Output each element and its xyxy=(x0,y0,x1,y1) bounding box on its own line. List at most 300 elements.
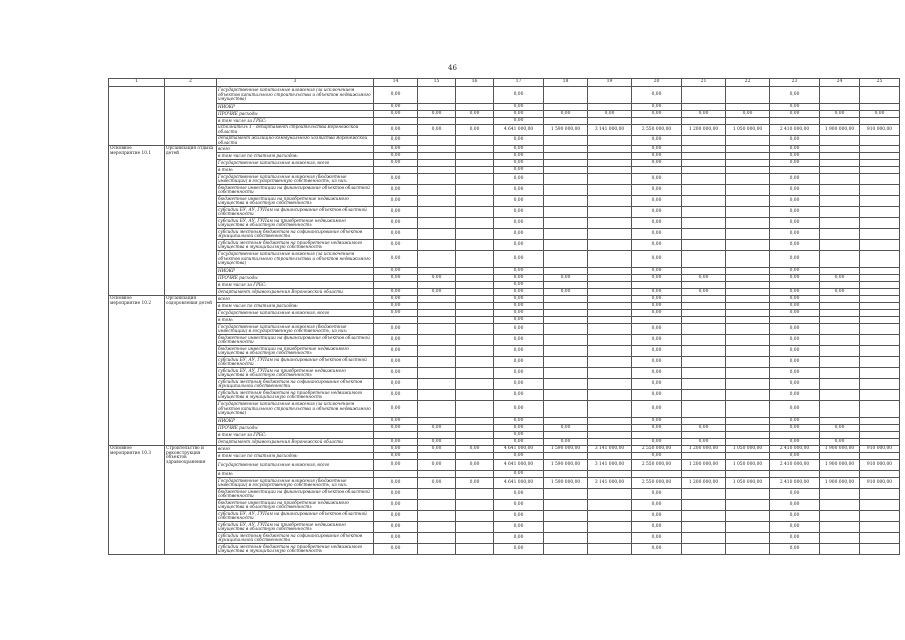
amount-cell xyxy=(418,500,456,511)
amount-cell: 0,00 xyxy=(374,146,418,153)
amount-cell xyxy=(588,118,632,125)
amount-cell: 0,00 xyxy=(820,275,860,282)
amount-cell xyxy=(456,511,494,522)
amount-cell: 0,00 xyxy=(632,136,682,146)
amount-cell xyxy=(544,317,588,324)
activity-name-cell: Основное мероприятие 10.3 xyxy=(109,446,165,555)
activity-name-cell xyxy=(109,87,165,146)
amount-cell xyxy=(544,136,588,146)
table-row xyxy=(109,335,900,346)
amount-cell xyxy=(726,368,770,379)
amount-cell xyxy=(726,471,770,478)
table-row xyxy=(109,511,900,522)
expense-item-cell: субсидии БУ, АУ, ГУПам на финансирование объектов областной собственности xyxy=(217,511,374,522)
amount-cell: 0,00 xyxy=(632,153,682,160)
amount-cell: 0,00 xyxy=(770,240,820,251)
amount-cell xyxy=(418,303,456,310)
amount-cell: 0,00 xyxy=(374,185,418,196)
amount-cell: 0,00 xyxy=(770,425,820,432)
amount-cell: 1 050 000,00 xyxy=(726,446,770,453)
amount-cell: 1 590 000,00 xyxy=(544,478,588,489)
amount-cell: 0,00 xyxy=(770,324,820,335)
expense-item-cell: субсидии местным бюджетам на софинансирование объектов муниципальной собственности xyxy=(217,229,374,240)
amount-cell xyxy=(418,489,456,500)
amount-cell xyxy=(682,533,726,544)
amount-cell xyxy=(588,533,632,544)
header-cell: 3 xyxy=(217,79,374,87)
amount-cell xyxy=(588,489,632,500)
amount-cell: 0,00 xyxy=(682,111,726,118)
amount-cell xyxy=(588,185,632,196)
amount-cell: 4 641 000,00 xyxy=(494,478,544,489)
amount-cell: 0,00 xyxy=(544,439,588,446)
header-cell: 25 xyxy=(860,79,900,87)
amount-cell xyxy=(544,229,588,240)
amount-cell xyxy=(544,167,588,174)
amount-cell: 0,00 xyxy=(770,136,820,146)
amount-cell: 0,00 xyxy=(494,196,544,207)
amount-cell: 0,00 xyxy=(632,104,682,111)
amount-cell: 0,00 xyxy=(374,522,418,533)
amount-cell: 0,00 xyxy=(494,111,544,118)
amount-cell: 0,00 xyxy=(632,439,682,446)
expense-item-cell: субсидии БУ, АУ, ГУПам на приобретение недвижимого имущества в областную собственность xyxy=(217,522,374,533)
amount-cell xyxy=(860,379,900,390)
expense-item-cell: бюджетные инвестиции на финансирование объектов областной собственности xyxy=(217,335,374,346)
amount-cell xyxy=(770,317,820,324)
amount-cell: 0,00 xyxy=(682,425,726,432)
amount-cell: 0,00 xyxy=(632,185,682,196)
table-row xyxy=(109,296,900,303)
amount-cell: 0,00 xyxy=(456,478,494,489)
amount-cell: 0,00 xyxy=(494,379,544,390)
amount-cell xyxy=(770,282,820,289)
amount-cell: 0,00 xyxy=(632,146,682,153)
amount-cell: 0,00 xyxy=(374,357,418,368)
amount-cell xyxy=(418,401,456,418)
amount-cell: 0,00 xyxy=(494,87,544,104)
amount-cell: 0,00 xyxy=(632,303,682,310)
amount-cell xyxy=(588,251,632,268)
amount-cell xyxy=(588,511,632,522)
header-cell: 17 xyxy=(494,79,544,87)
amount-cell xyxy=(544,522,588,533)
page-number: 46 xyxy=(448,64,457,72)
amount-cell: 0,00 xyxy=(494,432,544,439)
amount-cell xyxy=(544,218,588,229)
table-row xyxy=(109,289,900,296)
amount-cell xyxy=(374,432,418,439)
amount-cell: 0,00 xyxy=(494,282,544,289)
expense-item-cell: Государственные капитальные вложения, всего xyxy=(217,160,374,167)
amount-cell xyxy=(726,425,770,432)
table-row xyxy=(109,174,900,185)
expense-item-cell: Государственные капитальные вложения, всего xyxy=(217,460,374,471)
amount-cell xyxy=(820,324,860,335)
amount-cell: 0,00 xyxy=(494,489,544,500)
amount-cell xyxy=(860,87,900,104)
amount-cell xyxy=(418,346,456,357)
amount-cell: 0,00 xyxy=(632,357,682,368)
table-row xyxy=(109,196,900,207)
amount-cell: 0,00 xyxy=(544,289,588,296)
amount-cell xyxy=(544,153,588,160)
amount-cell: 1 900 000,00 xyxy=(820,460,860,471)
amount-cell: 0,00 xyxy=(770,379,820,390)
amount-cell xyxy=(418,418,456,425)
amount-cell: 0,00 xyxy=(682,289,726,296)
amount-cell xyxy=(682,167,726,174)
amount-cell xyxy=(682,251,726,268)
amount-cell xyxy=(860,136,900,146)
amount-cell: 0,00 xyxy=(494,317,544,324)
amount-cell xyxy=(456,390,494,401)
amount-cell xyxy=(544,432,588,439)
amount-cell xyxy=(456,379,494,390)
expense-item-cell: всего xyxy=(217,296,374,303)
amount-cell: 3 141 000,00 xyxy=(588,125,632,136)
amount-cell xyxy=(820,174,860,185)
header-cell: 2 xyxy=(165,79,217,87)
amount-cell: 0,00 xyxy=(374,218,418,229)
amount-cell xyxy=(544,282,588,289)
amount-cell xyxy=(418,511,456,522)
expense-item-cell: в том числе за ГРБС: xyxy=(217,118,374,125)
table-row xyxy=(109,185,900,196)
amount-cell xyxy=(456,471,494,478)
amount-cell: 0,00 xyxy=(374,310,418,317)
expense-item-cell: Государственные капитальные вложения (бюджетные инвестиции) в государственную собственность, из них: xyxy=(217,174,374,185)
table-row xyxy=(109,346,900,357)
amount-cell xyxy=(682,471,726,478)
table-row xyxy=(109,160,900,167)
expense-item-cell: НИОКР xyxy=(217,104,374,111)
amount-cell xyxy=(726,511,770,522)
amount-cell: 4 641 000,00 xyxy=(494,446,544,453)
amount-cell xyxy=(682,185,726,196)
amount-cell xyxy=(588,160,632,167)
amount-cell xyxy=(588,303,632,310)
amount-cell xyxy=(860,167,900,174)
amount-cell: 0,00 xyxy=(456,125,494,136)
amount-cell xyxy=(820,357,860,368)
amount-cell xyxy=(820,401,860,418)
amount-cell xyxy=(456,317,494,324)
amount-cell: 0,00 xyxy=(374,453,418,460)
table-row xyxy=(109,425,900,432)
amount-cell xyxy=(726,418,770,425)
expense-item-cell: всего xyxy=(217,146,374,153)
amount-cell: 0,00 xyxy=(374,346,418,357)
amount-cell: 0,00 xyxy=(544,275,588,282)
amount-cell: 0,00 xyxy=(770,303,820,310)
amount-cell xyxy=(632,282,682,289)
amount-cell: 910 000,00 xyxy=(860,125,900,136)
amount-cell: 0,00 xyxy=(494,185,544,196)
header-cell: 15 xyxy=(418,79,456,87)
amount-cell: 0,00 xyxy=(374,500,418,511)
amount-cell xyxy=(418,136,456,146)
table-row xyxy=(109,207,900,218)
table-row xyxy=(109,218,900,229)
amount-cell xyxy=(456,251,494,268)
amount-cell xyxy=(588,174,632,185)
amount-cell: 3 141 000,00 xyxy=(588,460,632,471)
header-cell: 1 xyxy=(109,79,165,87)
amount-cell xyxy=(588,275,632,282)
expense-item-cell: в том числе за ГРБС: xyxy=(217,282,374,289)
amount-cell xyxy=(726,218,770,229)
amount-cell: 0,00 xyxy=(770,111,820,118)
amount-cell xyxy=(418,160,456,167)
amount-cell: 0,00 xyxy=(632,275,682,282)
amount-cell: 0,00 xyxy=(770,275,820,282)
amount-cell xyxy=(588,282,632,289)
amount-cell xyxy=(588,335,632,346)
amount-cell xyxy=(820,500,860,511)
amount-cell: 1 590 000,00 xyxy=(544,446,588,453)
amount-cell xyxy=(726,282,770,289)
amount-cell xyxy=(418,335,456,346)
amount-cell: 0,00 xyxy=(770,218,820,229)
amount-cell xyxy=(456,425,494,432)
amount-cell: 3 141 000,00 xyxy=(588,446,632,453)
expense-item-cell: Государственные капитальные вложения (за исключением объектов капитального строительства и объектов недвижимого имущества) xyxy=(217,87,374,104)
amount-cell xyxy=(456,522,494,533)
amount-cell xyxy=(726,432,770,439)
amount-cell xyxy=(456,346,494,357)
amount-cell xyxy=(588,471,632,478)
amount-cell xyxy=(770,118,820,125)
amount-cell xyxy=(588,289,632,296)
amount-cell xyxy=(544,544,588,555)
amount-cell xyxy=(588,401,632,418)
amount-cell xyxy=(682,282,726,289)
amount-cell xyxy=(418,251,456,268)
amount-cell xyxy=(456,153,494,160)
amount-cell xyxy=(544,500,588,511)
amount-cell: 1 200 000,00 xyxy=(682,446,726,453)
amount-cell: 0,00 xyxy=(494,218,544,229)
amount-cell xyxy=(820,471,860,478)
activity-title-cell: Строительство и реконструкция объектов здравоохранения xyxy=(165,446,217,555)
table-row xyxy=(109,104,900,111)
amount-cell xyxy=(588,296,632,303)
table-row xyxy=(109,136,900,146)
amount-cell: 0,00 xyxy=(770,146,820,153)
amount-cell: 0,00 xyxy=(494,368,544,379)
amount-cell xyxy=(418,544,456,555)
amount-cell: 0,00 xyxy=(418,478,456,489)
header-cell: 19 xyxy=(588,79,632,87)
amount-cell xyxy=(682,104,726,111)
amount-cell: 0,00 xyxy=(374,418,418,425)
amount-cell xyxy=(418,218,456,229)
amount-cell xyxy=(860,335,900,346)
table-row xyxy=(109,522,900,533)
amount-cell: 0,00 xyxy=(632,346,682,357)
amount-cell xyxy=(456,357,494,368)
expense-item-cell: в том: xyxy=(217,317,374,324)
amount-cell xyxy=(544,310,588,317)
amount-cell xyxy=(374,282,418,289)
amount-cell xyxy=(860,207,900,218)
amount-cell xyxy=(820,153,860,160)
amount-cell xyxy=(588,453,632,460)
amount-cell: 0,00 xyxy=(418,439,456,446)
amount-cell xyxy=(682,500,726,511)
amount-cell: 0,00 xyxy=(632,229,682,240)
amount-cell xyxy=(544,118,588,125)
amount-cell: 0,00 xyxy=(632,511,682,522)
amount-cell: 0,00 xyxy=(770,522,820,533)
table-row xyxy=(109,167,900,174)
amount-cell xyxy=(860,153,900,160)
expense-item-cell: в том числе по статьям расходов: xyxy=(217,153,374,160)
header-cell: 24 xyxy=(820,79,860,87)
table-row xyxy=(109,379,900,390)
header-row xyxy=(109,79,900,87)
amount-cell xyxy=(544,533,588,544)
amount-cell xyxy=(726,196,770,207)
amount-cell: 4 641 000,00 xyxy=(494,460,544,471)
amount-cell: 0,00 xyxy=(494,425,544,432)
amount-cell xyxy=(860,218,900,229)
amount-cell xyxy=(418,87,456,104)
expense-item-cell: субсидии местным бюджетам на приобретение недвижимого имущества в муниципальную собственность xyxy=(217,390,374,401)
amount-cell xyxy=(544,324,588,335)
amount-cell xyxy=(726,251,770,268)
table-row xyxy=(109,125,900,136)
amount-cell xyxy=(860,346,900,357)
amount-cell xyxy=(726,289,770,296)
table-row xyxy=(109,87,900,104)
amount-cell xyxy=(860,453,900,460)
amount-cell xyxy=(726,185,770,196)
amount-cell: 0,00 xyxy=(632,453,682,460)
amount-cell xyxy=(682,303,726,310)
amount-cell: 0,00 xyxy=(632,544,682,555)
amount-cell xyxy=(374,471,418,478)
amount-cell xyxy=(456,104,494,111)
amount-cell xyxy=(544,511,588,522)
amount-cell xyxy=(726,104,770,111)
header-cell: 18 xyxy=(544,79,588,87)
expense-item-cell: субсидии местным бюджетам на софинансирование объектов муниципальной собственности xyxy=(217,379,374,390)
amount-cell: 0,00 xyxy=(632,379,682,390)
amount-cell xyxy=(860,368,900,379)
amount-cell xyxy=(726,335,770,346)
table-row xyxy=(109,368,900,379)
amount-cell xyxy=(632,432,682,439)
amount-cell xyxy=(456,432,494,439)
amount-cell: 1 200 000,00 xyxy=(682,460,726,471)
amount-cell: 0,00 xyxy=(374,174,418,185)
amount-cell: 0,00 xyxy=(770,185,820,196)
amount-cell xyxy=(726,439,770,446)
expense-item-cell: в том числе по статьям расходов: xyxy=(217,303,374,310)
amount-cell xyxy=(820,229,860,240)
table-row xyxy=(109,432,900,439)
amount-cell: 0,00 xyxy=(770,401,820,418)
amount-cell xyxy=(588,544,632,555)
expense-item-cell: всего xyxy=(217,446,374,453)
table-row xyxy=(109,478,900,489)
amount-cell: 0,00 xyxy=(770,251,820,268)
amount-cell: 0,00 xyxy=(494,160,544,167)
amount-cell: 0,00 xyxy=(374,207,418,218)
amount-cell xyxy=(588,500,632,511)
amount-cell xyxy=(820,303,860,310)
table-row xyxy=(109,251,900,268)
table-row xyxy=(109,357,900,368)
amount-cell xyxy=(456,174,494,185)
amount-cell xyxy=(588,522,632,533)
amount-cell xyxy=(860,500,900,511)
amount-cell xyxy=(588,390,632,401)
amount-cell xyxy=(860,160,900,167)
amount-cell: 0,00 xyxy=(374,87,418,104)
amount-cell xyxy=(860,289,900,296)
amount-cell xyxy=(456,275,494,282)
amount-cell: 0,00 xyxy=(494,453,544,460)
amount-cell xyxy=(726,118,770,125)
amount-cell: 0,00 xyxy=(494,310,544,317)
amount-cell xyxy=(726,275,770,282)
header-cell: 22 xyxy=(726,79,770,87)
amount-cell: 0,00 xyxy=(374,533,418,544)
amount-cell xyxy=(544,335,588,346)
amount-cell xyxy=(726,296,770,303)
amount-cell: 0,00 xyxy=(374,460,418,471)
amount-cell xyxy=(682,207,726,218)
amount-cell xyxy=(456,146,494,153)
amount-cell: 0,00 xyxy=(632,218,682,229)
amount-cell xyxy=(418,317,456,324)
amount-cell xyxy=(588,439,632,446)
amount-cell: 0,00 xyxy=(494,335,544,346)
amount-cell xyxy=(374,167,418,174)
amount-cell xyxy=(820,167,860,174)
amount-cell xyxy=(456,185,494,196)
amount-cell: 1 050 000,00 xyxy=(726,460,770,471)
amount-cell xyxy=(682,346,726,357)
amount-cell xyxy=(682,153,726,160)
amount-cell xyxy=(544,160,588,167)
amount-cell xyxy=(770,167,820,174)
expense-item-cell: в том: xyxy=(217,167,374,174)
amount-cell xyxy=(726,522,770,533)
amount-cell xyxy=(860,522,900,533)
amount-cell: 0,00 xyxy=(374,425,418,432)
table-row xyxy=(109,390,900,401)
amount-cell xyxy=(682,196,726,207)
amount-cell: 0,00 xyxy=(770,310,820,317)
amount-cell: 0,00 xyxy=(494,268,544,275)
expense-item-cell: департамент здравоохранения Воронежской области xyxy=(217,289,374,296)
amount-cell xyxy=(544,146,588,153)
amount-cell xyxy=(860,511,900,522)
amount-cell xyxy=(682,324,726,335)
amount-cell: 0,00 xyxy=(682,275,726,282)
amount-cell: 1 200 000,00 xyxy=(682,125,726,136)
amount-cell xyxy=(860,401,900,418)
amount-cell xyxy=(820,207,860,218)
table-row xyxy=(109,446,900,453)
expense-item-cell: ПРОЧИЕ расходы xyxy=(217,111,374,118)
amount-cell xyxy=(544,174,588,185)
activity-name-cell: Основное мероприятие 10.2 xyxy=(109,296,165,446)
